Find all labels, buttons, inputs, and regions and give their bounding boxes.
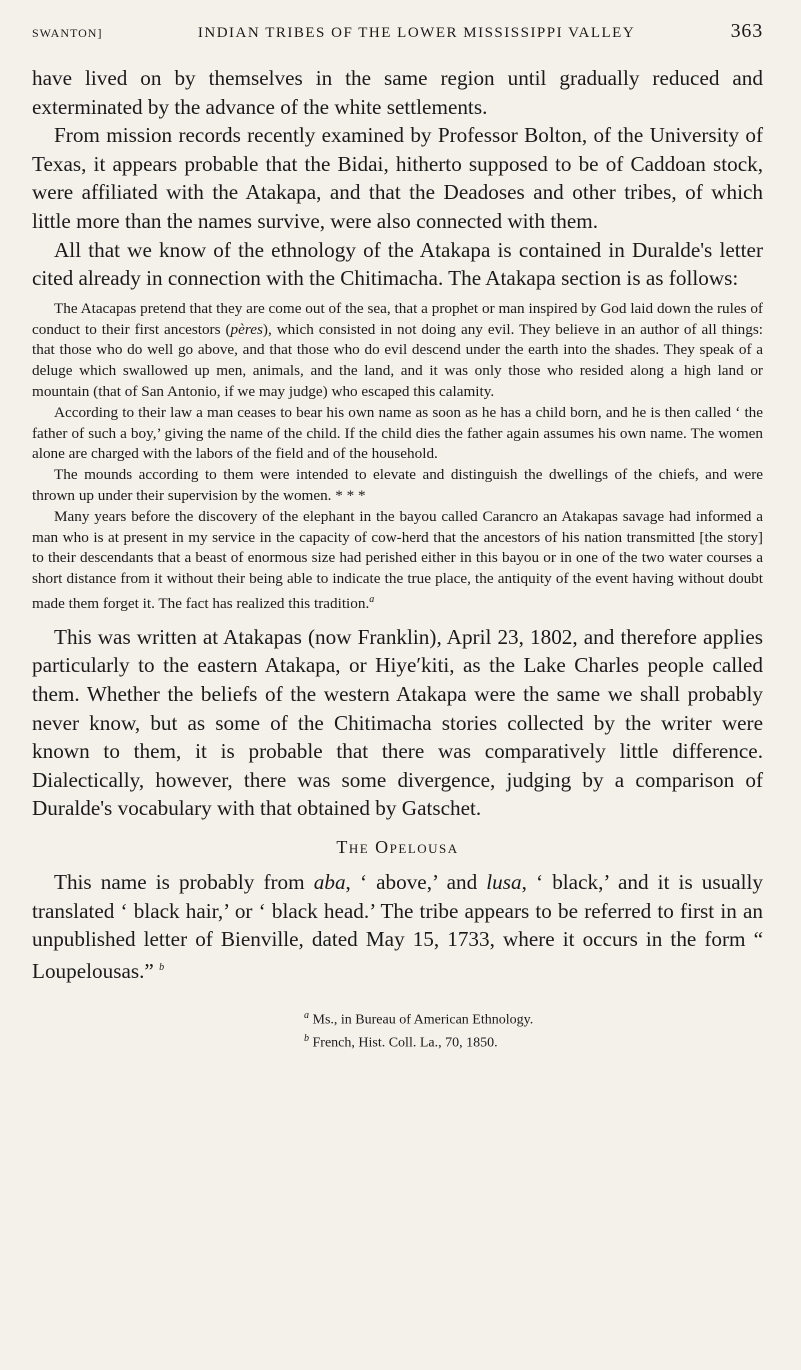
quote-paragraph-1: The Atacapas pretend that they are come out of the sea, that a prophet or man inspired by God laid down the rules of conduct to their first ancestors (pères), which consisted in not doing any evil. They believe in an author of all things: that those who do well go above, and that those who do evil descend under the earth into the shades. They speak of a deluge which swallowed up men, animals, and the land, and it was only those who resided along a high land or mountain (that of San Antonio, if we may judge) who escaped this calamity. xyxy=(32,299,763,400)
footnote-ref-b[interactable]: b xyxy=(159,961,165,973)
quote-paragraph-2: According to their law a man ceases to bear his own name as soon as he has a child born, and he is then called ‘ the father of such a boy,’ giving the name of the child. If the child dies the father again assumes his own name. The women alone are charged with the labors of the field and of the household. xyxy=(32,403,763,463)
block-quote xyxy=(32,299,763,615)
paragraph-2: From mission records recently examined by Professor Bolton, of the University of Texas, it appears probable that the Bidai, hitherto supposed to be of Caddoan stock, were affiliated with the Atakapa, and that the Deadoses and other tribes, of which little more than the names survive, were also connected with them. xyxy=(32,123,763,233)
paragraph-1: have lived on by themselves in the same region until gradually reduced and exterminated by the advance of the white settlements. xyxy=(32,66,763,119)
running-header xyxy=(32,20,763,64)
footnote-ref-a[interactable]: a xyxy=(369,593,375,605)
footnote-a: $^a$ Ms., in Bureau of American Ethnology. xyxy=(304,1010,534,1029)
paragraph-4: This was written at Atakapas (now Franklin), April 23, 1802, and therefore applies particularly to the eastern Atakapa, or Hiye′kiti, as the Lake Charles people called them. Whether the beliefs of the western Atakapa were the same we shall probably never know, but as some of the Chitimacha stories collected by the writer were known to them, it is probable that there was comparatively little difference. Dialectically, however, there was some divergence, judging by a comparison of Duralde's vocabulary with that obtained by Gatschet. xyxy=(32,624,763,821)
header-title: INDIAN TRIBES OF THE LOWER MISSISSIPPI VALLEY xyxy=(197,25,636,41)
paragraph-3: All that we know of the ethnology of the Atakapa is contained in Duralde's letter cited already in connection with the Chitimacha. The Atakapa section is as follows: xyxy=(32,237,763,291)
footnotes xyxy=(32,1007,763,1052)
footnote-b: $^b$ French, Hist. Coll. La., 70, 1850. xyxy=(304,1033,498,1051)
page-number: 363 xyxy=(730,20,763,42)
section-heading: The Opelousa xyxy=(336,836,459,857)
header-author: SWANTON] xyxy=(32,26,103,40)
quote-paragraph-4: Many years before the discovery of the elephant in the bayou called Carancro an Atakapas savage had informed a man who is at present in my service in the capacity of cow-herd that the ancestors of his nation transmitted [the story] to their descendants that a beast of enormous size had perished either in this bayou or in one of the two water courses a short distance from it without their being able to indicate the true place, the antiquity of the event having without doubt made them forget it. The fact has realized this tradition.$^a$ xyxy=(32,507,763,612)
paragraph-5: This name is probably from aba, ‘ above,’ and lusa, ‘ black,’ and it is usually translated ‘ black hair,’ or ‘ black head.’ The tribe appears to be referred to first in an unpublished letter of Bienville, dated May 15, 1733, where it occurs in the form “ Loupelousas.” $^b$ xyxy=(32,869,764,983)
quote-paragraph-3: The mounds according to them were intended to elevate and distinguish the dwellings of the chiefs, and were thrown up under their supervision by the women. * * * xyxy=(32,466,763,504)
